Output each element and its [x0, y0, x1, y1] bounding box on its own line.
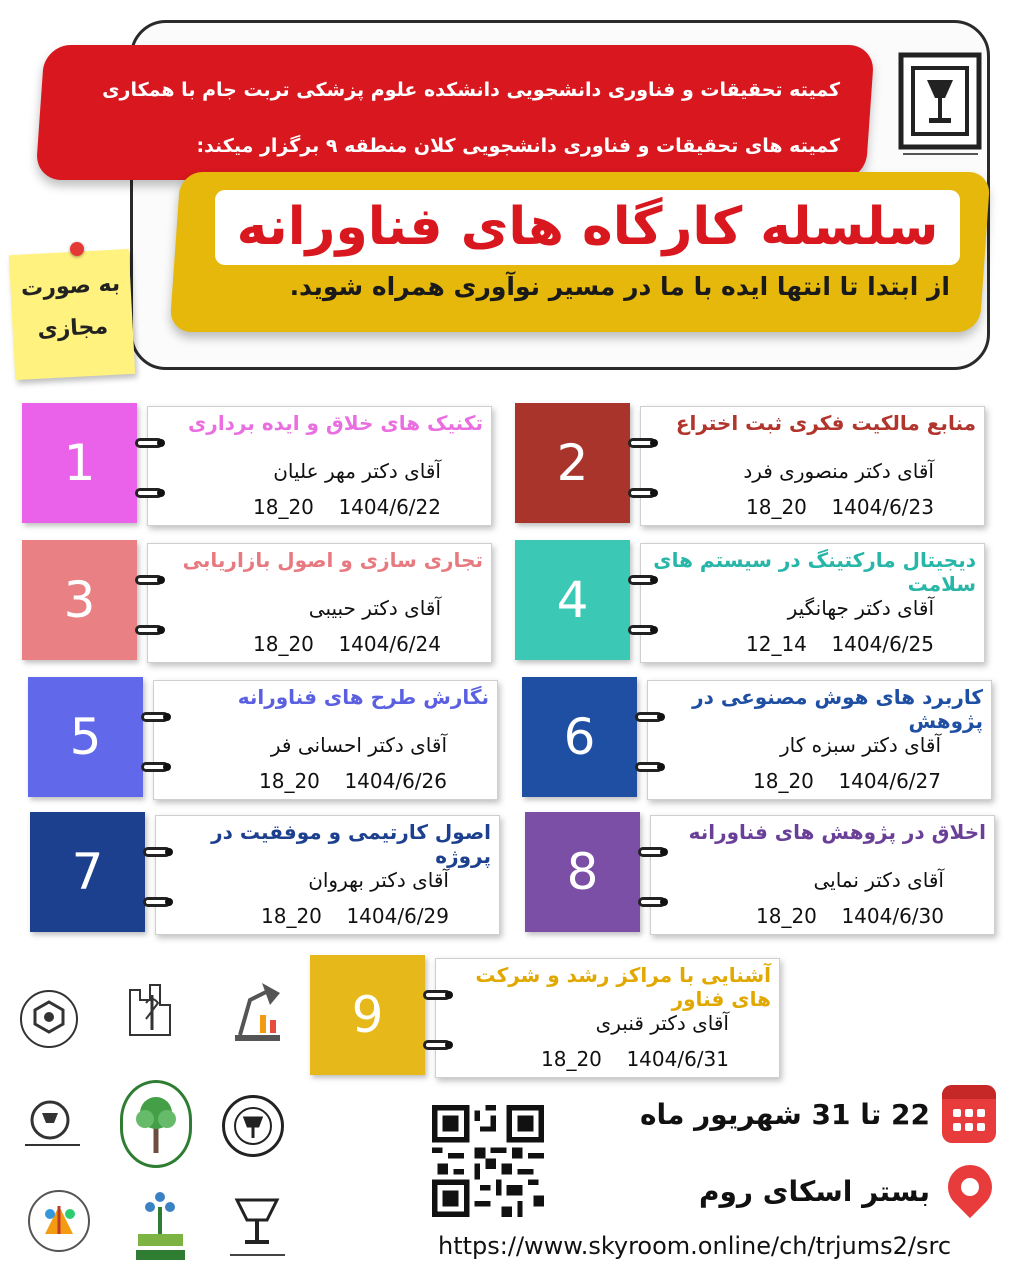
workshop-title: کاربرد های هوش مصنوعی در پژوهش [692, 685, 983, 733]
binder-ring-icon [141, 712, 169, 722]
workshop-title: نگارش طرح های فناورانه [237, 685, 489, 709]
workshop-presenter: آقای دکتر مهر علیان [273, 459, 441, 483]
workshop-card-2 [515, 403, 990, 533]
workshop-card-9 [310, 955, 785, 1085]
partner-logo-4 [20, 1095, 90, 1155]
workshop-details [640, 406, 985, 526]
calendar-icon [942, 1085, 996, 1143]
workshop-number: 1 [22, 403, 137, 523]
workshop-date: 1404/6/24 [338, 632, 441, 656]
workshop-title: دیجیتال مارکتینگ در سیستم های سلامت [653, 548, 976, 596]
workshop-date: 1404/6/26 [344, 769, 447, 793]
workshop-title: آشنایی با مراکز رشد و شرکت های فناور [475, 963, 771, 1011]
workshop-time: 18_20 [756, 904, 817, 928]
sticky-line-1: به صورت [20, 271, 121, 302]
workshop-time: 18_20 [746, 495, 807, 519]
workshop-date: 1404/6/25 [831, 632, 934, 656]
workshop-presenter: آقای دکتر احسانی فر [270, 733, 447, 757]
workshop-time: 18_20 [253, 632, 314, 656]
workshop-presenter: آقای دکتر قنبری [595, 1011, 729, 1035]
workshop-time: 18_20 [541, 1047, 602, 1071]
binder-ring-icon [423, 990, 451, 1000]
workshop-time: 18_20 [261, 904, 322, 928]
workshop-number: 2 [515, 403, 630, 523]
binder-ring-icon [143, 847, 171, 857]
organizer-line-1: کمیته تحقیقات و فناوری دانشجویی دانشکده علوم پزشکی تربت جام با همکاری [102, 79, 840, 101]
binder-ring-icon [635, 762, 663, 772]
workshop-card-6 [522, 677, 997, 807]
organizer-text [80, 62, 840, 174]
workshop-details [640, 543, 985, 663]
binder-ring-icon [143, 897, 171, 907]
partner-logo-1 [20, 990, 78, 1048]
sticky-line-2: مجازی [36, 314, 109, 343]
workshop-details [153, 680, 498, 800]
workshop-details [155, 815, 500, 935]
workshop-title: منابع مالکیت فکری ثبت اختراع [675, 411, 976, 435]
workshop-details [435, 958, 780, 1078]
workshop-presenter: آقای دکتر بهروان [308, 868, 449, 892]
workshop-details [147, 406, 492, 526]
workshop-date: 1404/6/29 [346, 904, 449, 928]
binder-ring-icon [628, 625, 656, 635]
main-title: سلسله کارگاه های فناورانه [236, 197, 939, 257]
workshop-title: اصول کارتیمی و موفقیت در پروژه [211, 820, 491, 868]
workshop-time: 18_20 [253, 495, 314, 519]
workshop-card-3 [22, 540, 497, 670]
university-logo [893, 50, 988, 170]
partner-logos [10, 970, 300, 1270]
event-url-link[interactable]: https://www.skyroom.online/ch/trjums2/src [438, 1232, 952, 1260]
partner-logo-9 [225, 1190, 290, 1265]
workshop-card-1 [22, 403, 497, 533]
partner-logo-5 [120, 1080, 192, 1168]
workshop-time: 12_14 [746, 632, 807, 656]
partner-logo-7 [28, 1190, 90, 1252]
workshop-title: تجاری سازی و اصول بازاریابی [182, 548, 483, 572]
partner-logo-6 [222, 1095, 284, 1157]
workshop-date: 1404/6/23 [831, 495, 934, 519]
workshop-presenter: آقای دکتر منصوری فرد [743, 459, 934, 483]
location-pin-icon [939, 1156, 1001, 1218]
pin-icon [70, 242, 84, 256]
workshop-details [147, 543, 492, 663]
workshop-date: 1404/6/30 [841, 904, 944, 928]
partner-logo-8 [128, 1182, 193, 1267]
workshop-number: 5 [28, 677, 143, 797]
workshop-presenter: آقای دکتر جهانگیر [787, 596, 934, 620]
workshop-card-4 [515, 540, 990, 670]
workshop-time: 18_20 [259, 769, 320, 793]
subtitle: از ابتدا تا انتها ایده با ما در مسیر نوآوری همراه شوید. [289, 272, 950, 301]
binder-ring-icon [423, 1040, 451, 1050]
workshop-number: 7 [30, 812, 145, 932]
workshop-number: 8 [525, 812, 640, 932]
workshop-card-8 [525, 812, 1000, 942]
workshop-title: تکنیک های خلاق و ایده برداری [187, 411, 483, 435]
binder-ring-icon [628, 575, 656, 585]
organizer-line-2: کمیته های تحقیقات و فناوری دانشجویی کلان منطقه ۹ برگزار میکند: [196, 135, 840, 157]
binder-ring-icon [628, 438, 656, 448]
binder-ring-icon [135, 438, 163, 448]
workshop-time: 18_20 [753, 769, 814, 793]
workshop-presenter: آقای دکتر نمایی [813, 868, 944, 892]
binder-ring-icon [135, 575, 163, 585]
workshop-date: 1404/6/22 [338, 495, 441, 519]
binder-ring-icon [628, 488, 656, 498]
qr-code[interactable] [432, 1105, 544, 1217]
binder-ring-icon [638, 897, 666, 907]
workshop-title: اخلاق در پژوهش های فناورانه [688, 820, 986, 844]
workshop-presenter: آقای دکتر حبیبی [308, 596, 441, 620]
event-platform: بستر اسکای روم [699, 1175, 930, 1208]
workshop-number: 3 [22, 540, 137, 660]
workshop-card-7 [30, 812, 505, 942]
partner-logo-3 [220, 975, 290, 1055]
binder-ring-icon [638, 847, 666, 857]
sticky-note [9, 249, 135, 380]
binder-ring-icon [635, 712, 663, 722]
binder-ring-icon [141, 762, 169, 772]
event-dates: 22 تا 31 شهریور ماه [640, 1098, 930, 1131]
workshop-number: 9 [310, 955, 425, 1075]
workshop-date: 1404/6/27 [838, 769, 941, 793]
binder-ring-icon [135, 625, 163, 635]
workshop-details [647, 680, 992, 800]
workshop-card-5 [28, 677, 503, 807]
workshop-details [650, 815, 995, 935]
workshop-number: 6 [522, 677, 637, 797]
partner-logo-2 [120, 975, 185, 1045]
workshop-presenter: آقای دکتر سبزه کار [779, 733, 941, 757]
binder-ring-icon [135, 488, 163, 498]
workshop-date: 1404/6/31 [626, 1047, 729, 1071]
workshop-number: 4 [515, 540, 630, 660]
